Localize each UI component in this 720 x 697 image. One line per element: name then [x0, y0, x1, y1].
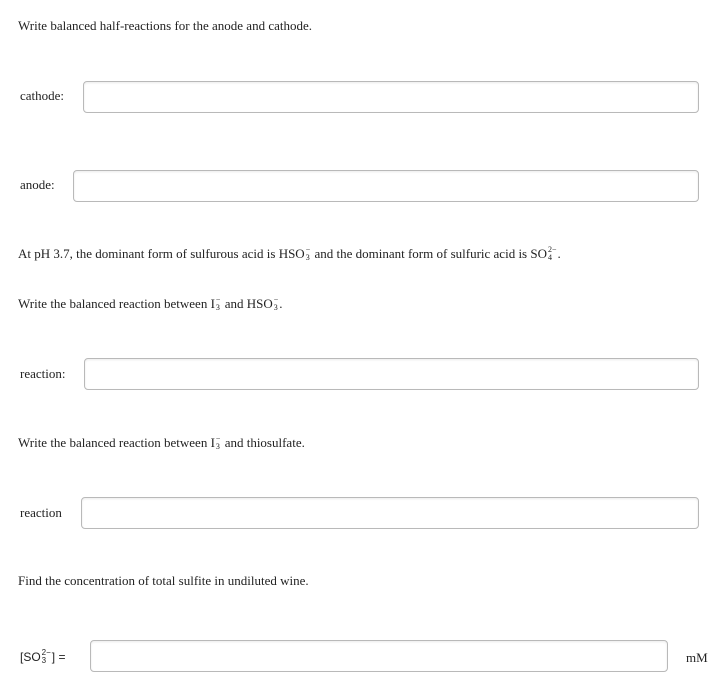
reaction2-input[interactable] [81, 497, 699, 529]
unit-label: mM [686, 650, 708, 665]
cathode-input[interactable] [83, 81, 699, 113]
reaction1-input[interactable] [84, 358, 699, 390]
reaction1-label: reaction: [20, 366, 66, 381]
info-middle: and the dominant form of sulfuric acid is [311, 246, 531, 261]
sulfite-concentration-label: [SO 2− 3 ] = [20, 647, 66, 665]
bisulfite-ion: HSO − 3 [246, 295, 279, 313]
ph-info-text: At pH 3.7, the dominant form of sulfurous acid is HSO − 3 and the dominant form of sulfuric acid is SO 2− 4 . [18, 245, 561, 263]
anode-input[interactable] [73, 170, 699, 202]
triiodide-ion: I − 3 [210, 295, 221, 313]
reaction2-label: reaction [20, 505, 62, 520]
info-prefix: At pH 3.7, the dominant form of sulfurous acid is [18, 246, 279, 261]
question-half-reactions: Write balanced half-reactions for the anode and cathode. [18, 18, 312, 33]
sulfate-ion: SO 2− 4 [530, 245, 557, 263]
anode-label: anode: [20, 177, 55, 192]
triiodide-ion: I − 3 [210, 434, 221, 452]
cathode-label: cathode: [20, 88, 65, 103]
question-triiodide-thiosulfate: Write the balanced reaction between I − 3 and thiosulfate. [18, 434, 305, 452]
sulfite-concentration-input[interactable] [90, 640, 668, 672]
bisulfite-ion: HSO − 3 [278, 245, 311, 263]
question-sulfite-concentration: Find the concentration of total sulfite in undiluted wine. [18, 573, 309, 588]
question-triiodide-bisulfite: Write the balanced reaction between I − 3 and HSO − 3 . [18, 295, 283, 313]
